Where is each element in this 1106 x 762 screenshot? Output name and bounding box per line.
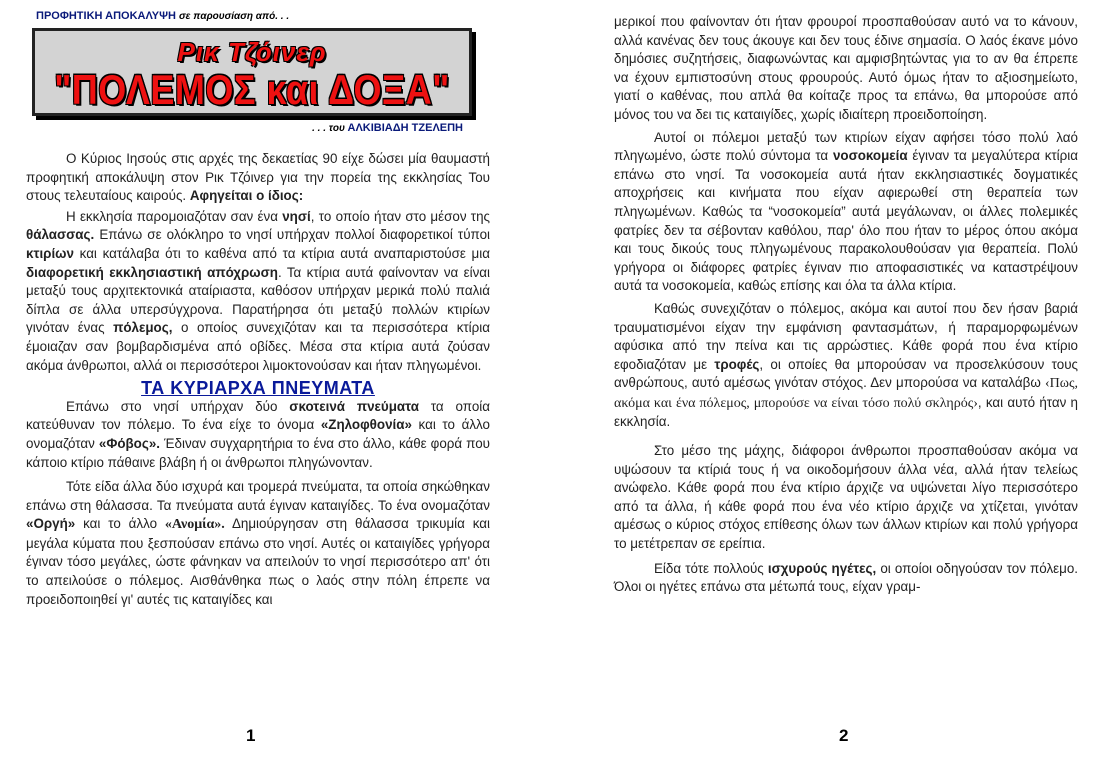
byline-name: ΑΛΚΙΒΙΑΔΗ ΤΖΕΛΕΠΗ [347,122,463,134]
paragraph: μερικοί που φαίνονταν ότι ήταν φρουροί προσπαθούσαν αυτό να το κάνουν, αλλά κανένας δεν τους άκουγε και δεν τους έδινε σημασία. Ο λαός έκανε μόνο δημόσιες συζητήσεις, διαφωνώντας και αμφισβητώντας για το αν θα έπρεπε να έχουν εμπιστοσύνη στους φρουρούς. Αυτό όμως ήταν το αξιοσημείωτο, γιατί ο καθένας, που απλά θα κοίταζε προς τα επάνω, θα μπορούσε από μόνος του να δει τις καταιγίδες, χωρίς ιδιαίτερη προειδοποίηση. [614,14,1078,122]
text-run-bold: θάλασσας. [26,227,95,243]
page-number: 2 [839,726,849,745]
text-run: οι οποίοι οδηγούσαν τον πόλεμο. Όλοι οι ηγέτες επάνω στα μέτωπά τους, είχαν γραμ- [614,560,1078,595]
text-run-bold: νοσοκομεία [832,148,908,164]
text-run: και κατάλαβα ότι το καθένα από τα κτίρια αυτά αναπαριστούσε μια [73,245,490,261]
presents-suffix: σε παρουσίαση από. . . [179,11,290,22]
paragraph [26,478,490,609]
text-run-bold: τροφές [714,356,760,372]
text-run: . Τα κτίρια αυτά φαίνονταν να είναι μεταξύ τους αρχιτεκτονικά αταίριαστα, καθόσον υπήρχαν μερικά πολύ παλιά δίπλα σε άλλα υπερσύγχρονα. Παρατήρησα ότι μεταξύ πολλών κτιρίων γινόταν ένας [26,264,490,336]
text-run-bold: νησί [282,208,311,224]
presents-main: ΠΡΟΦΗΤΙΚΗ ΑΠΟΚΑΛΥΨΗ [36,10,176,22]
title-banner [32,28,472,116]
page-number: 1 [246,726,256,745]
paragraph [26,150,490,206]
text-run-bold: «Ανομία». [164,517,225,533]
page-1-text-column [26,150,490,609]
paragraph [26,398,490,472]
text-run: έγιναν τα μεγαλύτερα κτίρια επάνω στο νησί. Τα νοσοκομεία αυτά ήταν εκκλησιαστικές δογματικές αποχρήσεις και κινήματα που είχαν αφιερωθεί στη θεραπεία των πληγωμένων. Καθώς τα “νοσοκομεία” αυτά μεγάλωναν, οι άλλες πολεμικές φατρίες δεν τα σέβονταν καθόλου, παρ' όλο που ήταν το μέρος όπου ακόμα και τους δικούς τους πληγωμένους παρακολουθούσαν για θεραπεία. Πολύ γρήγορα οι διάφορες φατρίες έγιναν πιο αποφασιστικές να καταστρέψουν αυτά τα νοσοκομεία, καθώς επίσης και όλα τα άλλα κτίρια. [614,148,1078,294]
text-run: , το οποίο ήταν στο μέσον της [310,208,490,224]
presents-line [36,10,289,22]
paragraph: Στο μέσο της μάχης, διάφοροι άνθρωποι προσπαθούσαν ακόμα να υψώσουν τα κτίριά τους ή να οικοδομήσουν άλλα νέα, αλλά ήταν τελείως ανώφελο. Κάθε φορά που ένα κτίριο άρχιζε να υψώνεται λίγο περισσότερο από τα άλλα, ή κάθε φορά που ένα νέο κτίριο άρχιζε να χτίζεται, γινόταν αμέσως ο κύριος στόχος επίθεσης όλων των άλλων κτιρίων και πολύ γρήγορα το μετέτρεπαν σε ερείπια. [614,443,1078,552]
text-run: τα οποία κατεύθυναν τον πόλεμο. Το ένα είχε το όνομα [26,398,490,433]
page-2-text-column [614,13,1078,597]
text-run: Αυτοί οι πόλεμοι μεταξύ των κτιρίων είχαν αφήσει τόσο πολύ λαό πληγωμένο, ώστε πολύ σύντομα τα [614,129,1078,164]
text-run: Επάνω σε ολόκληρο το νησί υπήρχαν πολλοί διαφορετικοί τύποι [94,227,490,243]
text-run-bold: «Φόβος». [98,435,160,451]
text-run-bold: κτιρίων [26,245,74,261]
byline-prefix: . . . του [312,123,345,134]
paragraph [614,129,1078,296]
text-run-bold: σκοτεινά πνεύματα [289,398,419,414]
text-run: και το άλλο [75,516,165,532]
text-run: , και αυτό ήταν η εκκλησία. [614,394,1078,430]
text-run: Καθώς συνεχιζόταν ο πόλεμος, ακόμα και αυτοί που δεν ήσαν βαριά τραυματισμένοι είχαν την εμφάνιση φαντασμάτων, ή παραμορφωμένων αφύσικα από την πείνα και τις αρρώστιες. Κάθε φορά που ένα κτίριο εφοδιαζόταν με [614,300,1078,372]
text-run: και το άλλο ονομαζόταν [26,417,490,451]
text-run: Τότε είδα άλλα δύο ισχυρά και τρομερά πνεύματα, τα οποία σηκώθηκαν επάνω στη θάλασσα. Τα πνεύματα αυτά έγιναν καταιγίδες. Το ένα ονομαζόταν [26,479,490,513]
text-run-bold: «Οργή» [26,516,76,532]
text-run: Ο Κύριος Ιησούς στις αρχές της δεκαετίας 90 είχε δώσει μία θαυμαστή προφητική αποκάλυψη στον Ρικ Τζόινερ για την πορεία της εκκλησίας Του στους τελευταίους καιρούς. [26,151,490,204]
text-run-bold: πόλεμος, [113,320,173,336]
text-run-bold: διαφορετική εκκλησιαστική απόχρωση [26,264,278,280]
page-2 [553,0,1106,762]
text-run: Έδιναν συγχαρητήρια το ένα στο άλλο, κάθε φορά που κάποιο κτίριο πάθαινε βλάβη ή οι άνθρωποι πληγώνονταν. [26,435,491,470]
text-run: Δημιούργησαν στη θάλασσα τρικυμία και μεγάλα κύματα που ξεσπούσαν επάνω στο νησί. Αυτές οι καταιγίδες γρήγορα έγιναν τόσο μεγάλες, ώστε φάνηκαν να απειλούν το νησί περισσότερο απ' ότι το απειλούσε ο πόλεμος. Αισθάνθηκα πως ο λαός στην πόλη έπρεπε να προειδοποιηθεί γι' αυτές τις καταιγίδες και [26,516,491,607]
text-run: Επάνω στο νησί υπήρχαν δύο [66,398,290,414]
book-title: "ΠΟΛΕΜΟΣ και ΔΟΞΑ" [54,65,450,113]
paragraph [26,208,490,375]
text-run-bold: Αφηγείται ο ίδιος: [189,188,304,204]
text-run-bold: «Ζηλοφθονία» [320,417,412,433]
paragraph [614,560,1078,597]
text-run: Η εκκλησία παρομοιαζόταν σαν ένα [66,208,283,224]
text-run: ο οποίος συνεχιζόταν και τα περισσότερα κτίρια έμοιαζαν σαν βομβαρδισμένα από οβίδες. Μέσα στα κτίρια αυτά ζούσαν ακόμα άνθρωποι, αλλά οι περισσότεροι λιμοκτονούσαν και ήταν πληγωμένοι. [26,320,490,373]
text-run-bold: ισχυρούς ηγέτες, [767,560,877,576]
byline [312,122,463,134]
quote-run: ‹Πως, ακόμα και ένα πόλεμος, μπορούσε να είναι τόσο πολύ σκληρός› [614,376,1078,411]
text-run: , οι οποίες θα μπορούσαν να προσελκύσουν τους ανθρώπους, αυτό αμέσως γινόταν στόχος. Δεν μπορούσα να καταλάβω [614,356,1078,391]
section-heading: ΤΑ ΚΥΡΙΑΡΧΑ ΠΝΕΥΜΑΤΑ [141,378,375,399]
paragraph [614,300,1078,432]
author-name: Ρικ Τζόινερ [177,37,327,67]
text-run: Είδα τότε πολλούς [654,560,768,576]
